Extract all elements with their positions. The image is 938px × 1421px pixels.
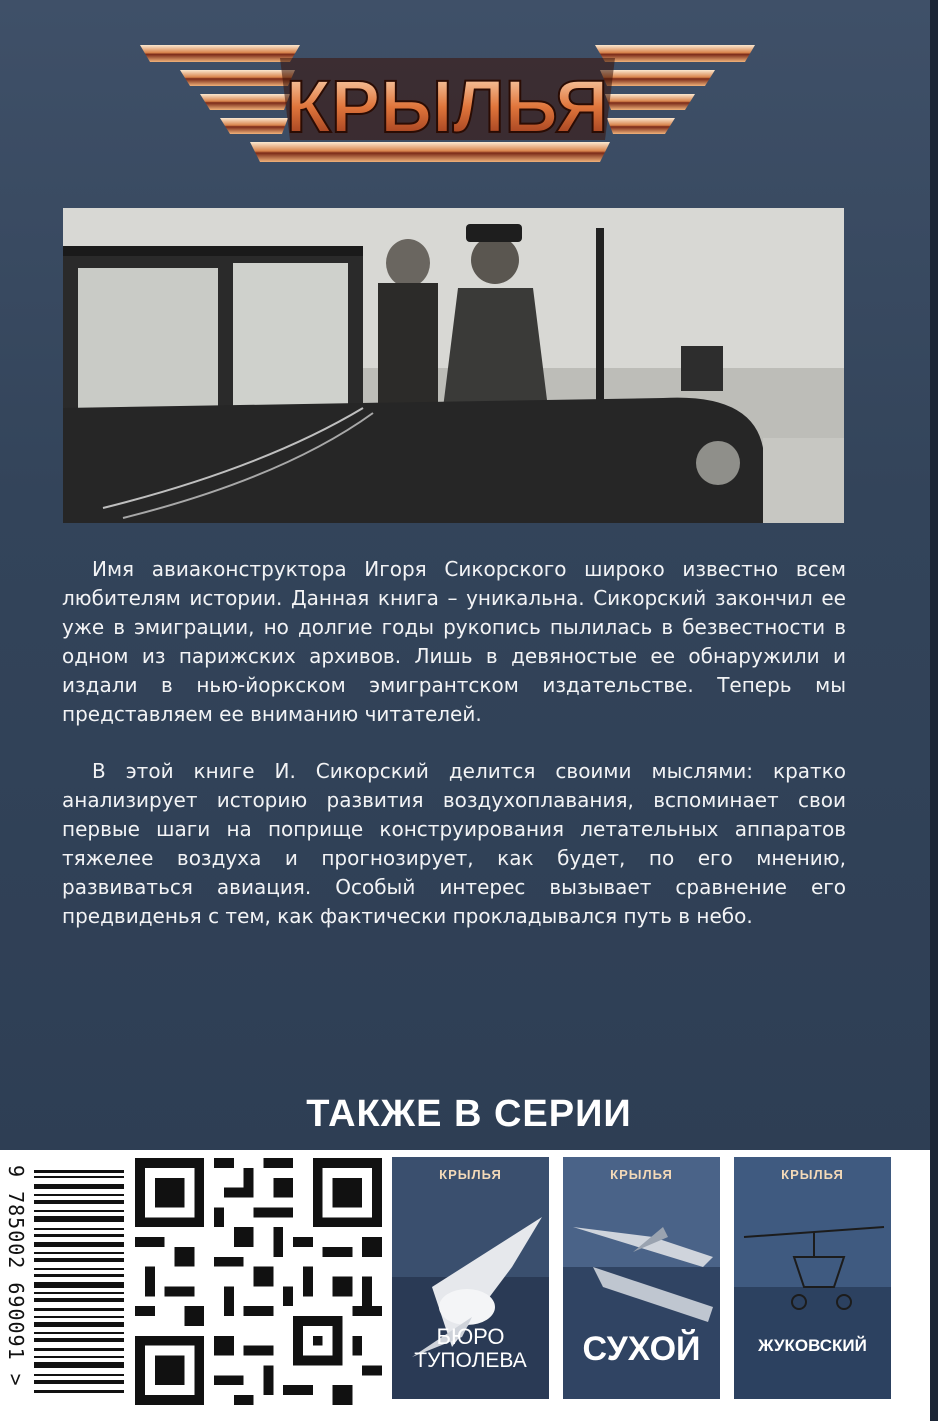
series-logo-graphic xyxy=(140,40,755,170)
annotation-text xyxy=(62,555,846,959)
series-book-tupolev[interactable] xyxy=(392,1157,549,1399)
book-title-line2: ТУПОЛЕВА xyxy=(414,1349,527,1372)
annotation-paragraph-2: В этой книге И. Сикорский делится своими мыслями: кратко анализирует историю развития воздухоплавания, вспоминает свои первые шаги на поприще конструирования летательных аппаратов тяжелее воздуха и прогнозирует, как будет, по его мнению, развиваться авиация. Особый интерес вызывает сравнение его предвиденья с тем, как фактически прокладывался путь в небо. xyxy=(62,759,846,928)
archive-photo xyxy=(63,208,844,523)
series-heading: ТАКЖЕ В СЕРИИ xyxy=(306,1093,632,1135)
series-logo xyxy=(140,40,755,170)
series-book-zhukovsky[interactable] xyxy=(734,1157,891,1399)
svg-text:КРЫЛЬЯ: КРЫЛЬЯ xyxy=(285,65,609,148)
isbn-digits: 9 785002 690091 > xyxy=(4,1165,28,1387)
qr-code[interactable] xyxy=(135,1158,382,1405)
book-logo: КРЫЛЬЯ xyxy=(439,1167,502,1182)
series-book-sukhoi[interactable] xyxy=(563,1157,720,1399)
book-logo: КРЫЛЬЯ xyxy=(610,1167,673,1182)
spine-edge xyxy=(930,0,938,1421)
book-title-line1: ЖУКОВСКИЙ xyxy=(758,1336,867,1355)
book-logo: КРЫЛЬЯ xyxy=(781,1167,844,1182)
annotation-paragraph-1: Имя авиаконструктора Игоря Сикорского широко известно всем любителям истории. Данная книга – уникальна. Сикорский закончил ее уже в эмиграции, но долгие годы рукопись пылилась в безвестности в одном из парижских архивов. Лишь в девяностые ее обнаружили и издали в нью-йоркском эмигрантском издательстве. Теперь мы представляем ее вниманию читателей. xyxy=(62,557,846,726)
book-title-line1: СУХОЙ xyxy=(582,1330,701,1368)
book-title-line1: БЮРО xyxy=(436,1324,505,1349)
